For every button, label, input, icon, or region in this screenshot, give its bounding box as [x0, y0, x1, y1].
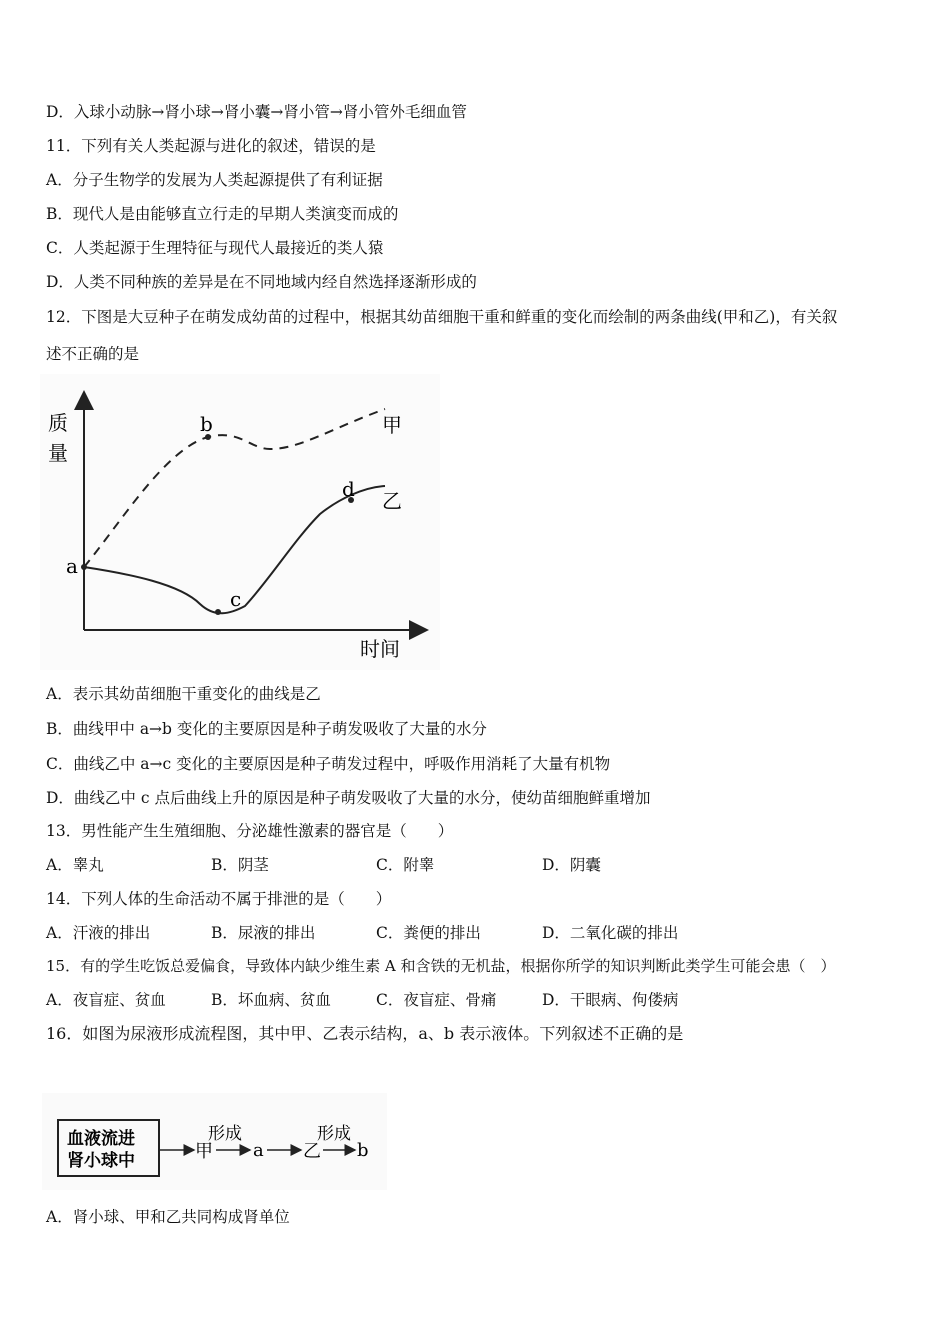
q13-options [46, 855, 746, 875]
q15-option-b: B．坏血病、贫血 [211, 991, 331, 1009]
flow-node-jia: 甲 [195, 1141, 213, 1162]
q11-option-b: B．现代人是由能够直立行走的早期人类演变而成的 [46, 205, 399, 223]
label-jia: 甲 [382, 413, 402, 437]
flow-node-a: a [253, 1140, 264, 1161]
q15-option-a: A．夜盲症、贫血 [46, 991, 166, 1009]
point-a [81, 564, 87, 570]
q13-option-b: B．阴茎 [211, 856, 269, 874]
y-axis-label-top: 质 [48, 411, 68, 435]
x-axis-label: 时间 [360, 637, 400, 661]
q15-option-d: D．干眼病、佝偻病 [542, 991, 679, 1009]
flow-box-line2: 肾小球中 [67, 1151, 135, 1171]
label-c: c [230, 587, 242, 611]
q15-option-c: C．夜盲症、骨痛 [376, 991, 497, 1009]
q15-stem: 15．有的学生吃饭总爱偏食，导致体内缺少维生素 A 和含铁的无机盐，根据你所学的知识判断此类学生可能会患（ ） [46, 957, 836, 975]
y-axis-label-bottom: 量 [48, 441, 68, 465]
q14-option-c: C．粪便的排出 [376, 924, 481, 942]
label-d: d [342, 477, 355, 501]
flow-node-yi: 乙 [303, 1141, 321, 1162]
flow-arrow-label-2: 形成 [317, 1124, 351, 1144]
q14-option-b: B．尿液的排出 [211, 924, 316, 942]
q12-option-d: D．曲线乙中 c 点后曲线上升的原因是种子萌发吸收了大量的水分，使幼苗细胞鲜重增加 [46, 789, 651, 807]
q11-option-a: A．分子生物学的发展为人类起源提供了有利证据 [46, 171, 383, 189]
q14-option-a: A．汗液的排出 [46, 924, 151, 942]
q13-stem: 13．男性能产生生殖细胞、分泌雄性激素的器官是（ ） [46, 822, 454, 840]
flow-arrow-label-1: 形成 [208, 1124, 242, 1144]
label-yi: 乙 [382, 489, 402, 513]
q11-option-d: D．人类不同种族的差异是在不同地域内经自然选择逐渐形成的 [46, 273, 477, 291]
q12-option-b: B．曲线甲中 a→b 变化的主要原因是种子萌发吸收了大量的水分 [46, 720, 487, 738]
label-b: b [200, 412, 213, 436]
q14-option-d: D．二氧化碳的排出 [542, 924, 679, 942]
q12-stem-line2: 述不正确的是 [46, 345, 140, 363]
q13-option-c: C．附睾 [376, 856, 435, 874]
q12-stem-line1: 12．下图是大豆种子在萌发成幼苗的过程中，根据其幼苗细胞干重和鲜重的变化而绘制的两条曲线(甲和乙)，有关叙 [46, 308, 838, 326]
q16-option-a: A．肾小球、甲和乙共同构成肾单位 [46, 1208, 290, 1226]
q14-stem: 14．下列人体的生命活动不属于排泄的是（ ） [46, 890, 392, 908]
q11-option-c: C．人类起源于生理特征与现代人最接近的类人猿 [46, 239, 384, 257]
q12-mass-time-graph [40, 374, 440, 670]
q16-urine-flow-diagram [42, 1093, 387, 1190]
q12-option-a: A．表示其幼苗细胞干重变化的曲线是乙 [46, 685, 321, 703]
q11-stem: 11．下列有关人类起源与进化的叙述，错误的是 [46, 137, 376, 155]
q16-stem: 16．如图为尿液形成流程图，其中甲、乙表示结构，a、b 表示液体。下列叙述不正确的是 [46, 1024, 684, 1043]
q10-option-d: D．入球小动脉→肾小球→肾小囊→肾小管→肾小管外毛细血管 [46, 103, 467, 121]
q14-options [46, 923, 746, 943]
flow-box-line1: 血液流进 [67, 1129, 135, 1149]
q13-option-a: A．睾丸 [46, 856, 104, 874]
point-c [215, 609, 221, 615]
flow-node-b: b [357, 1140, 369, 1161]
q12-option-c: C．曲线乙中 a→c 变化的主要原因是种子萌发过程中，呼吸作用消耗了大量有机物 [46, 755, 611, 773]
label-a: a [66, 554, 78, 578]
q15-options [46, 990, 746, 1010]
q13-option-d: D．阴囊 [542, 856, 601, 874]
